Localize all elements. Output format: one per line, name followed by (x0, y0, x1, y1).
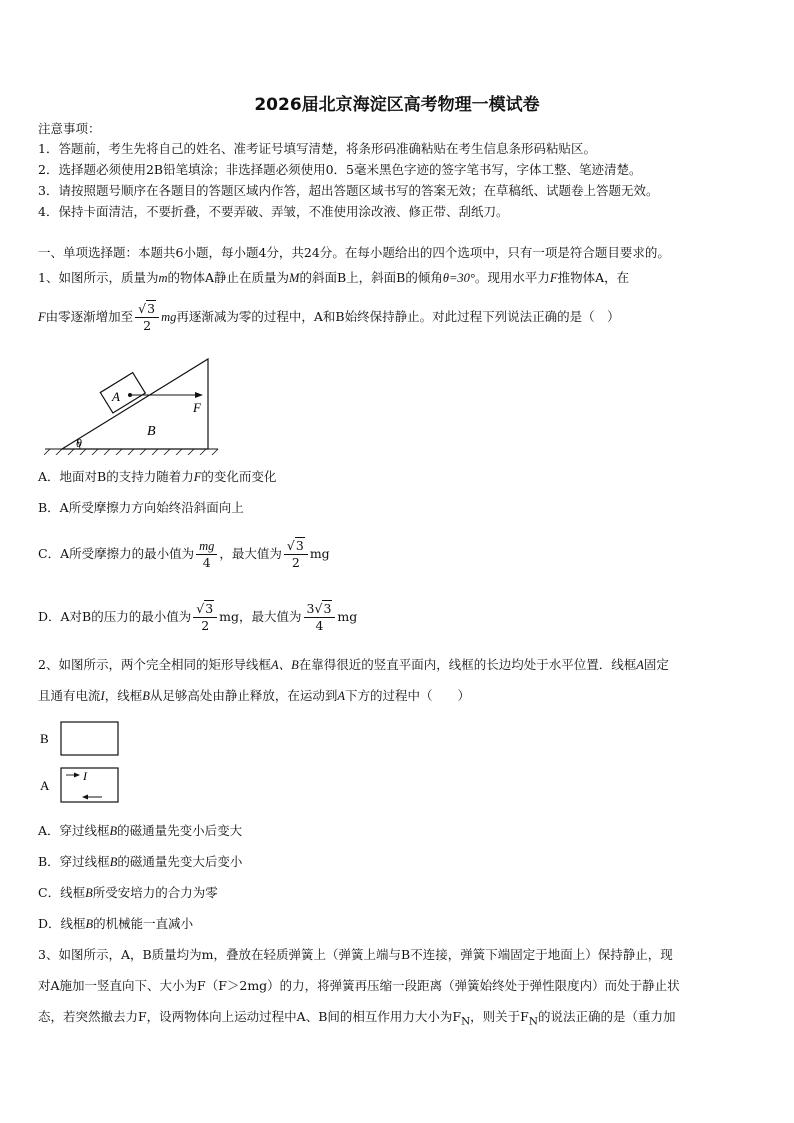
q2-option-b: B．穿过线框B的磁通量先变大后变小 (38, 854, 243, 869)
q1-option-a: A．地面对B的支持力随着力F的变化而变化 (38, 469, 277, 484)
q2-option-c: C．线框B所受安培力的合力为零 (38, 885, 218, 900)
notice-2: 2．选择题必须使用2B铅笔填涂；非选择题必须使用0．5毫米黑色字迹的签字笔书写，字体工整、笔迹清楚。 (38, 162, 642, 177)
label-F: F (193, 400, 201, 415)
q2-option-a: A．穿过线框B的磁通量先变小后变大 (38, 823, 243, 838)
q2-stem-line1: 2、如图所示，两个完全相同的矩形导线框A、B在靠得很近的竖直平面内，线框的长边均处于水平位置．线框A固定 (38, 657, 669, 672)
loop-A-label: A (40, 778, 50, 793)
loop-B (61, 722, 118, 755)
section-1-heading: 一、单项选择题：本题共6小题，每小题4分，共24分。在每小题给出的四个选项中，只有一项是符合题目要求的。 (38, 245, 670, 260)
q2-stem-line2: 且通有电流I，线框B从足够高处由静止释放，在运动到A下方的过程中（ ） (38, 688, 471, 703)
exam-title: 2026届北京海淀区高考物理一模试卷 (254, 95, 540, 115)
label-B: B (147, 424, 156, 439)
incline-B (62, 359, 208, 449)
block-A (100, 373, 145, 413)
notice-4: 4．保持卡面清洁，不要折叠，不要弄破、弄皱，不准使用涂改液、修正带、刮纸刀。 (38, 204, 509, 219)
q3-stem-line3: 态，若突然撤去力F，设两物体向上运动过程中A、B间的相互作用力大小为$F_N$，则关于$F_N$的说法正确的是（重力加 (38, 1009, 676, 1028)
q1-stem-line1: 1、如图所示，质量为m的物体A静止在质量为M的斜面B上，斜面B的倾角θ=30°。现用水平力F推物体A，在 (38, 270, 630, 285)
q1-option-c: C．A所受摩擦力的最小值为 $\frac{mg}{4}$ ，最大值为 $\frac{√3}{2}$ mg (38, 538, 330, 570)
loops-figure (36, 718, 126, 808)
q1-stem-line2: F由零逐渐增加至 $\frac{√3}{2}$ mg再逐渐减为零的过程中，A和B始终保持静止。对此过程下列说法正确的是（ ） (38, 301, 620, 333)
q2-option-d: D．线框B的机械能一直减小 (38, 916, 194, 931)
sqrt3-over-2-fraction: $\frac{√3}{2}$ (135, 301, 159, 334)
label-theta: θ (76, 436, 82, 450)
q1-option-b: B．A所受摩擦力方向始终沿斜面向上 (38, 500, 244, 515)
loop-B-label: B (40, 731, 49, 746)
incline-figure (40, 355, 220, 455)
q3-stem-line2: 对A施加一竖直向下、大小为F（F＞2mg）的力，将弹簧再压缩一段距离（弹簧始终处于弹性限度内）而处于静止状 (38, 978, 680, 993)
notice-3: 3．请按照题号顺序在各题目的答题区域内作答，超出答题区域书写的答案无效；在草稿纸、试题卷上答题无效。 (38, 183, 659, 198)
current-I-label: I (83, 769, 87, 783)
notice-1: 1．答题前，考生先将自己的姓名、准考证号填写清楚，将条形码准确粘贴在考生信息条形码粘贴区。 (38, 141, 596, 156)
label-A: A (112, 389, 120, 404)
notice-heading: 注意事项： (38, 121, 101, 136)
q3-stem-line1: 3、如图所示，A，B质量均为m，叠放在轻质弹簧上（弹簧上端与B不连接，弹簧下端固定于地面上）保持静止，现 (38, 947, 673, 962)
q1-option-d: D．A对B的压力的最小值为 $\frac{√3}{2}$ mg，最大值为 $\frac{3√3}{4}$ mg (38, 601, 358, 633)
